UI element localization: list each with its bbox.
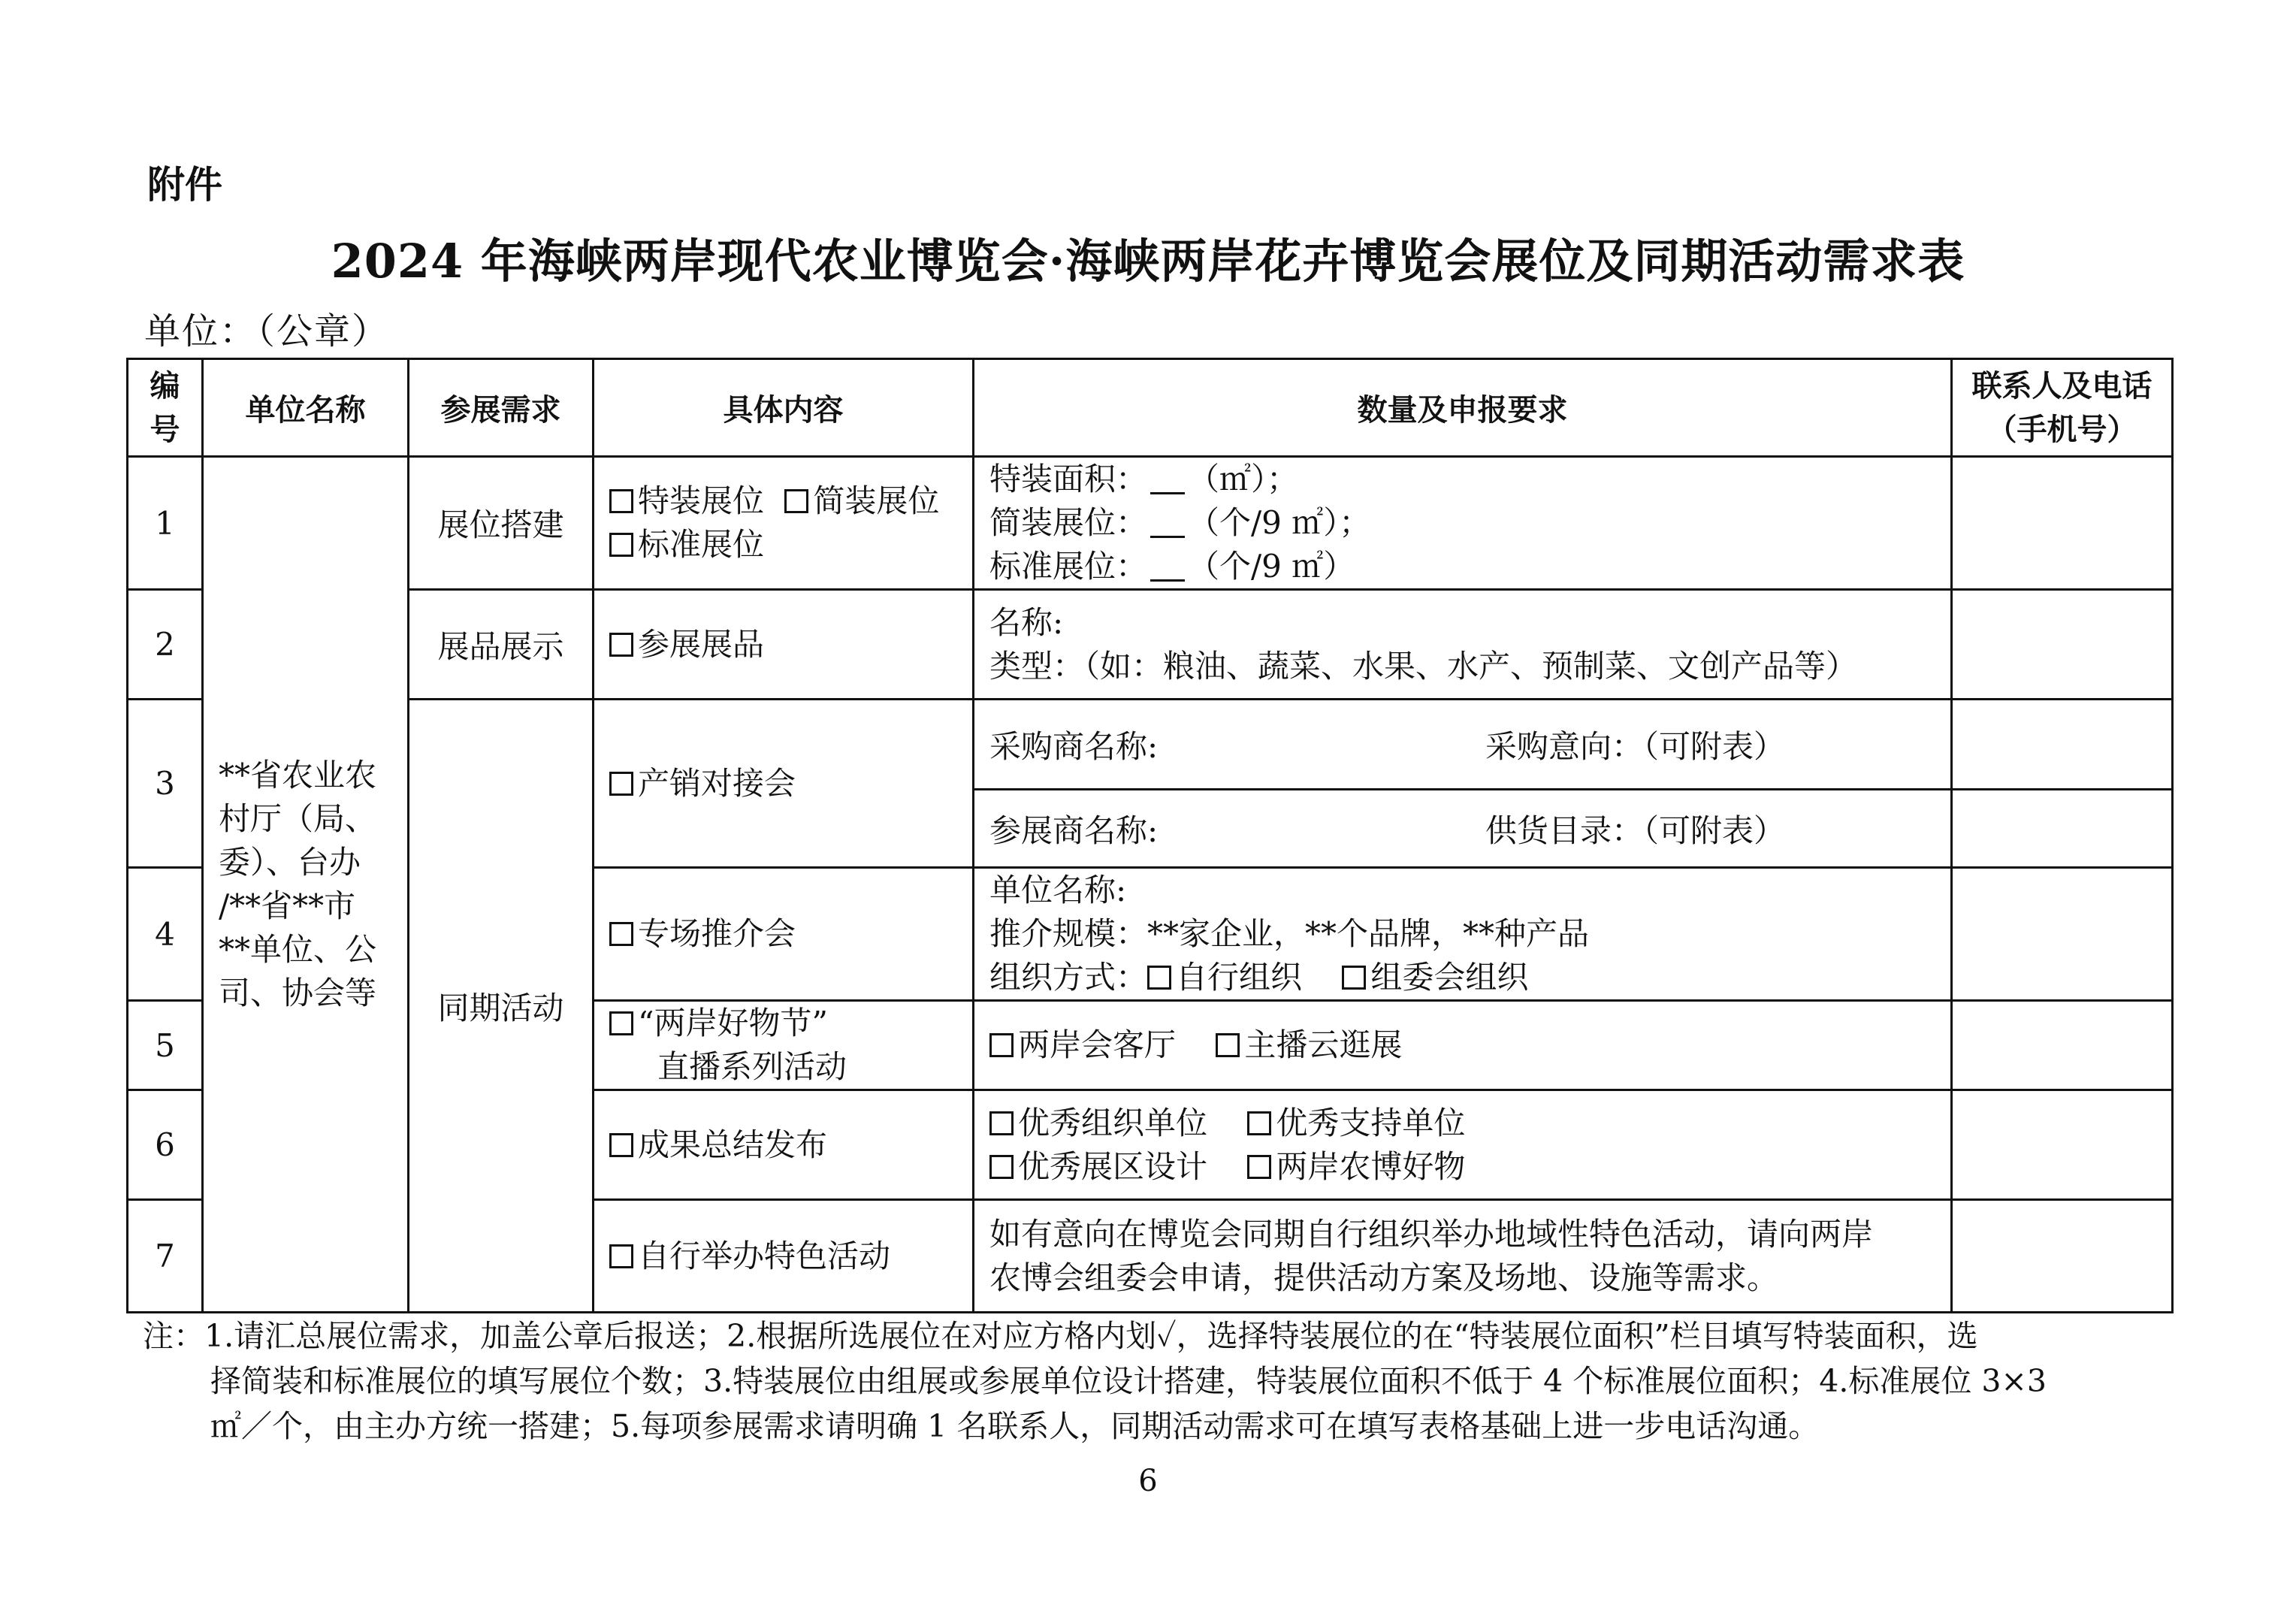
demand-exhibit: 展品展示: [409, 590, 594, 700]
checkbox-icon[interactable]: [989, 1111, 1014, 1135]
header-quantity: 数量及申报要求: [974, 359, 1952, 457]
fill-blank[interactable]: [1150, 462, 1185, 494]
requirement-cell: 参展商名称: 供货目录：（可附表）: [974, 790, 1952, 868]
table-row: [128, 590, 2173, 700]
row-number: 3: [128, 700, 203, 868]
requirement-cell: 名称: 类型：（如：粮油、蔬菜、水果、水产、预制菜、文创产品等）: [974, 590, 1952, 700]
header-content: 具体内容: [594, 359, 974, 457]
checkbox-icon[interactable]: [609, 772, 633, 796]
content-cell: 特装展位 简装展位 标准展位: [594, 457, 974, 590]
attachment-label: 附件: [147, 163, 222, 207]
page-number: 6: [1138, 1464, 1158, 1498]
checkbox-icon[interactable]: [1247, 1111, 1271, 1135]
fill-blank[interactable]: [1150, 549, 1185, 582]
content-cell: 自行举办特色活动: [594, 1200, 974, 1313]
unit-seal-label: 单位：（公章）: [144, 310, 390, 352]
content-cell: 专场推介会: [594, 868, 974, 1001]
content-cell: “两岸好物节” 直播系列活动: [594, 1001, 974, 1090]
fill-blank[interactable]: [1150, 506, 1185, 538]
requirement-cell: 特装面积： （㎡）； 简装展位： （个/9 ㎡）； 标准展位： （个/9 ㎡）: [974, 457, 1952, 590]
note-line: 注：1.请汇总展位需求，加盖公章后报送；2.根据所选展位在对应方格内划✓，选择特装展位的在“特装展位面积”栏目填写特装面积，选: [143, 1318, 1978, 1354]
table-row: [128, 457, 2173, 590]
header-unit-name: 单位名称: [203, 359, 409, 457]
requirement-cell: 两岸会客厅 主播云逛展: [974, 1001, 1952, 1090]
notes: [143, 1313, 2164, 1449]
contact-cell[interactable]: [1952, 700, 2173, 790]
checkbox-icon[interactable]: [1247, 1155, 1271, 1179]
demand-booth: 展位搭建: [409, 457, 594, 590]
row-number: 5: [128, 1001, 203, 1090]
checkbox-icon[interactable]: [609, 1011, 633, 1035]
checkbox-icon[interactable]: [609, 533, 633, 557]
checkbox-icon[interactable]: [1147, 966, 1171, 990]
contact-cell[interactable]: [1952, 1200, 2173, 1313]
header-number: 编 号: [128, 359, 203, 457]
form-title: 2024 年海峡两岸现代农业博览会·海峡两岸花卉博览会展位及同期活动需求表: [331, 234, 1965, 289]
checkbox-icon[interactable]: [1216, 1033, 1240, 1057]
note-line: 择简装和标准展位的填写展位个数；3.特装展位由组展或参展单位设计搭建，特装展位面积不低于 4 个标准展位面积；4.标准展位 3×3: [210, 1363, 2047, 1399]
content-cell: 成果总结发布: [594, 1090, 974, 1200]
header-contact: 联系人及电话 （手机号）: [1952, 359, 2173, 457]
content-cell: 产销对接会: [594, 700, 974, 868]
checkbox-icon[interactable]: [609, 489, 633, 513]
content-cell: 参展展品: [594, 590, 974, 700]
contact-cell[interactable]: [1952, 457, 2173, 590]
checkbox-icon[interactable]: [609, 1244, 633, 1268]
unit-name-cell[interactable]: **省农业农 村厅（局、 委）、台办 /**省**市 **单位、公 司、协会等: [203, 457, 409, 1313]
checkbox-icon[interactable]: [609, 633, 633, 657]
row-number: 6: [128, 1090, 203, 1200]
checkbox-icon[interactable]: [609, 1133, 633, 1157]
requirement-cell: 采购商名称: 采购意向：（可附表）: [974, 700, 1952, 790]
demand-activity: 同期活动: [409, 700, 594, 1313]
checkbox-icon[interactable]: [989, 1033, 1014, 1057]
contact-cell[interactable]: [1952, 590, 2173, 700]
checkbox-icon[interactable]: [784, 489, 808, 513]
booth-demand-table: [126, 358, 2174, 1313]
requirement-cell: 单位名称: 推介规模：**家企业，**个品牌，**种产品 组织方式： 自行组织 组委会组织: [974, 868, 1952, 1001]
checkbox-icon[interactable]: [1342, 966, 1366, 990]
requirement-cell: 优秀组织单位 优秀支持单位 优秀展区设计 两岸农博好物: [974, 1090, 1952, 1200]
checkbox-icon[interactable]: [609, 922, 633, 946]
checkbox-icon[interactable]: [989, 1155, 1014, 1179]
row-number: 1: [128, 457, 203, 590]
table-header-row: [128, 359, 2173, 457]
contact-cell[interactable]: [1952, 1001, 2173, 1090]
header-demand: 参展需求: [409, 359, 594, 457]
row-number: 2: [128, 590, 203, 700]
row-number: 4: [128, 868, 203, 1001]
note-line: ㎡／个，由主办方统一搭建；5.每项参展需求请明确 1 名联系人，同期活动需求可在填写表格基础上进一步电话沟通。: [210, 1408, 1820, 1444]
requirement-cell: 如有意向在博览会同期自行组织举办地域性特色活动，请向两岸 农博会组委会申请，提供活动方案及场地、设施等需求。: [974, 1200, 1952, 1313]
contact-cell[interactable]: [1952, 868, 2173, 1001]
contact-cell[interactable]: [1952, 790, 2173, 868]
row-number: 7: [128, 1200, 203, 1313]
table-row: [128, 700, 2173, 790]
contact-cell[interactable]: [1952, 1090, 2173, 1200]
